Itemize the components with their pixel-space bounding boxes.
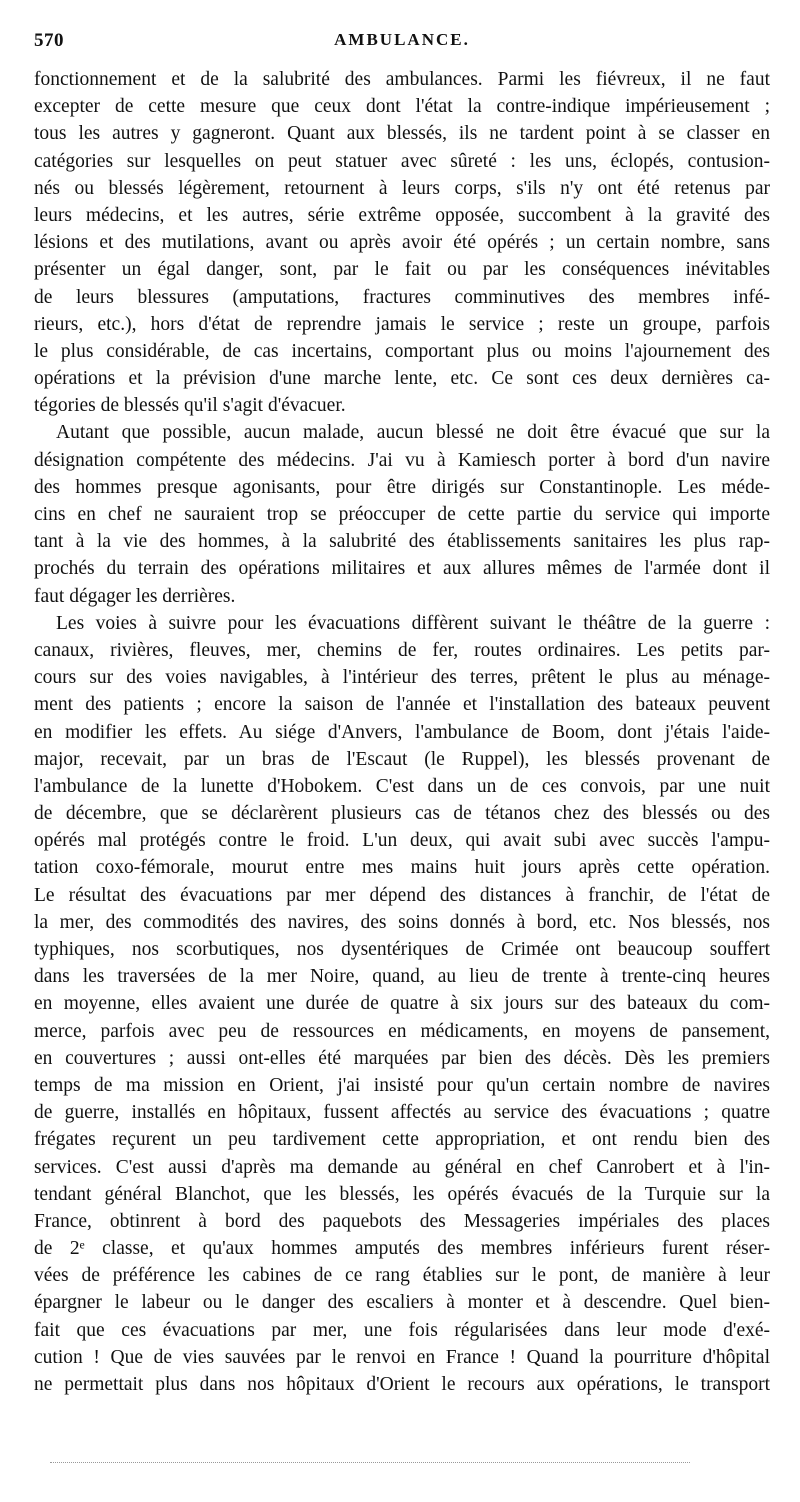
text-line: l'ambulance de la lunette d'Hobokem. C'est dans un de ces convois, par une nuit (34, 775, 770, 797)
text-line: typhiques, nos scorbutiques, nos dysentériques de Crimée ont beaucoup souffert (34, 939, 770, 960)
text-line: France, obtinrent à bord des paquebots des Messageries impériales des places (34, 1210, 770, 1232)
text-line: rieurs, etc.), hors d'état de reprendre jamais le service ; reste un groupe, parfois (34, 313, 770, 335)
text-line: en moyenne, elles avaient une durée de quatre à six jours sur des bateaux du com- (34, 993, 770, 1015)
paragraph-end-line: tégories de blessés qu'il s'agit d'évacuer. (34, 395, 346, 417)
text-line: tant à la vie des hommes, à la salubrité des établissements sanitaires les plus rap- (34, 531, 770, 553)
text-line: opérés mal protégés contre le froid. L'un deux, qui avait subi avec succès l'ampu- (34, 830, 770, 852)
text-line: tendant général Blanchot, que les blessés, les opérés évacués de la Turquie sur la (34, 1183, 770, 1205)
text-line: leurs médecins, et les autres, série extrême opposée, succombent à la gravité des (34, 204, 770, 226)
text-line: major, recevait, par un bras de l'Escaut (le Ruppel), les blessés provenant de (34, 748, 770, 770)
text-line: services. C'est aussi d'après ma demande au général en chef Canrobert et à l'in- (34, 1156, 770, 1178)
text-line: frégates reçurent un peu tardivement cette appropriation, et ont rendu bien des (34, 1129, 770, 1151)
text-line: ne permettait plus dans nos hôpitaux d'Orient le recours aux opérations, le transport (34, 1374, 770, 1395)
text-line: de leurs blessures (amputations, fractures comminutives des membres infé- (34, 286, 770, 308)
text-line: de guerre, installés en hôpitaux, fussent affectés au service des évacuations ; quatre (34, 1102, 770, 1124)
text-line: épargner le labeur ou le danger des escaliers à monter et à descendre. Quel bien- (34, 1292, 770, 1314)
text-line: la mer, des commodités des navires, des soins donnés à bord, etc. Nos blessés, nos (34, 911, 770, 933)
text-line: canaux, rivières, fleuves, mer, chemins de fer, routes ordinaires. Les petits par- (34, 639, 770, 661)
text-line: temps de ma mission en Orient, j'ai insisté pour qu'un certain nombre de navires (34, 1074, 770, 1096)
text-line: nés ou blessés légèrement, retournent à leurs corps, s'ils n'y ont été retenus par (34, 177, 770, 199)
page-header (34, 30, 770, 60)
running-title: AMBULANCE. (334, 30, 470, 49)
text-line: opérations et la prévision d'une marche lente, etc. Ce sont ces deux dernières ca- (34, 368, 770, 390)
text-line: désignation compétente des médecins. J'ai vu à Kamiesch porter à bord d'un navire (34, 449, 770, 471)
text-line: lésions et des mutilations, avant ou après avoir été opérés ; un certain nombre, sans (34, 232, 770, 254)
text-line: des hommes presque agonisants, pour être dirigés sur Constantinople. Les méde- (34, 476, 770, 498)
text-line: cins en chef ne sauraient trop se préoccuper de cette partie du service qui importe (34, 504, 770, 525)
text-line: en modifier les effets. Au siége d'Anvers, l'ambulance de Boom, dont j'étais l'aide- (34, 721, 770, 743)
text-line: cution ! Que de vies sauvées par le renvoi en France ! Quand la pourriture d'hôpital (34, 1346, 770, 1368)
text-line: tation coxo-fémorale, mourut entre mes mains huit jours après cette opération. (34, 857, 770, 879)
text-line: catégories sur lesquelles on peut statuer avec sûreté : les uns, éclopés, contusion- (34, 150, 770, 172)
text-line: en couvertures ; aussi ont-elles été marquées par bien des décès. Dès les premiers (34, 1047, 770, 1069)
text-line: dans les traversées de la mer Noire, quand, au lieu de trente à trente-cinq heures (34, 966, 770, 988)
text-line: cours sur des voies navigables, à l'intérieur des terres, prêtent le plus au ménage- (34, 667, 770, 689)
text-line: fait que ces évacuations par mer, une fois régularisées dans leur mode d'exé- (34, 1319, 770, 1341)
text-line: prochés du terrain des opérations militaires et aux allures mêmes de l'armée dont il (34, 558, 770, 580)
text-line: vées de préférence les cabines de ce rang établies sur le pont, de manière à leur (34, 1265, 770, 1287)
text-line: présenter un égal danger, sont, par le fait ou par les conséquences inévitables (34, 259, 770, 281)
paragraph-start-line: Les voies à suivre pour les évacuations diffèrent suivant le théâtre de la guerre : (56, 612, 770, 634)
text-line: tous les autres y gagneront. Quant aux blessés, ils ne tardent point à se classer en (34, 123, 770, 145)
text-line: ment des patients ; encore la saison de l'année et l'installation des bateaux peuvent (34, 694, 770, 716)
text-line: merce, parfois avec peu de ressources en médicaments, en moyens de pansement, (34, 1020, 770, 1042)
body-text (34, 66, 770, 1398)
page-number: 570 (34, 30, 64, 51)
paragraph-start-line: Autant que possible, aucun malade, aucun blessé ne doit être évacué que sur la (56, 422, 770, 444)
paragraph-end-line: faut dégager les derrières. (34, 585, 236, 607)
footer-dotted-rule (50, 1462, 690, 1463)
text-line: de 2ᵉ classe, et qu'aux hommes amputés des membres inférieurs furent réser- (34, 1238, 770, 1260)
text-line: de décembre, que se déclarèrent plusieurs cas de tétanos chez des blessés ou des (34, 803, 770, 825)
text-line: fonctionnement et de la salubrité des ambulances. Parmi les fiévreux, il ne faut (34, 69, 770, 90)
text-line: excepter de cette mesure que ceux dont l'état la contre-indique impérieusement ; (34, 96, 770, 118)
text-line: le plus considérable, de cas incertains, comportant plus ou moins l'ajournement des (34, 340, 770, 362)
text-line: Le résultat des évacuations par mer dépend des distances à franchir, de l'état de (34, 884, 770, 906)
